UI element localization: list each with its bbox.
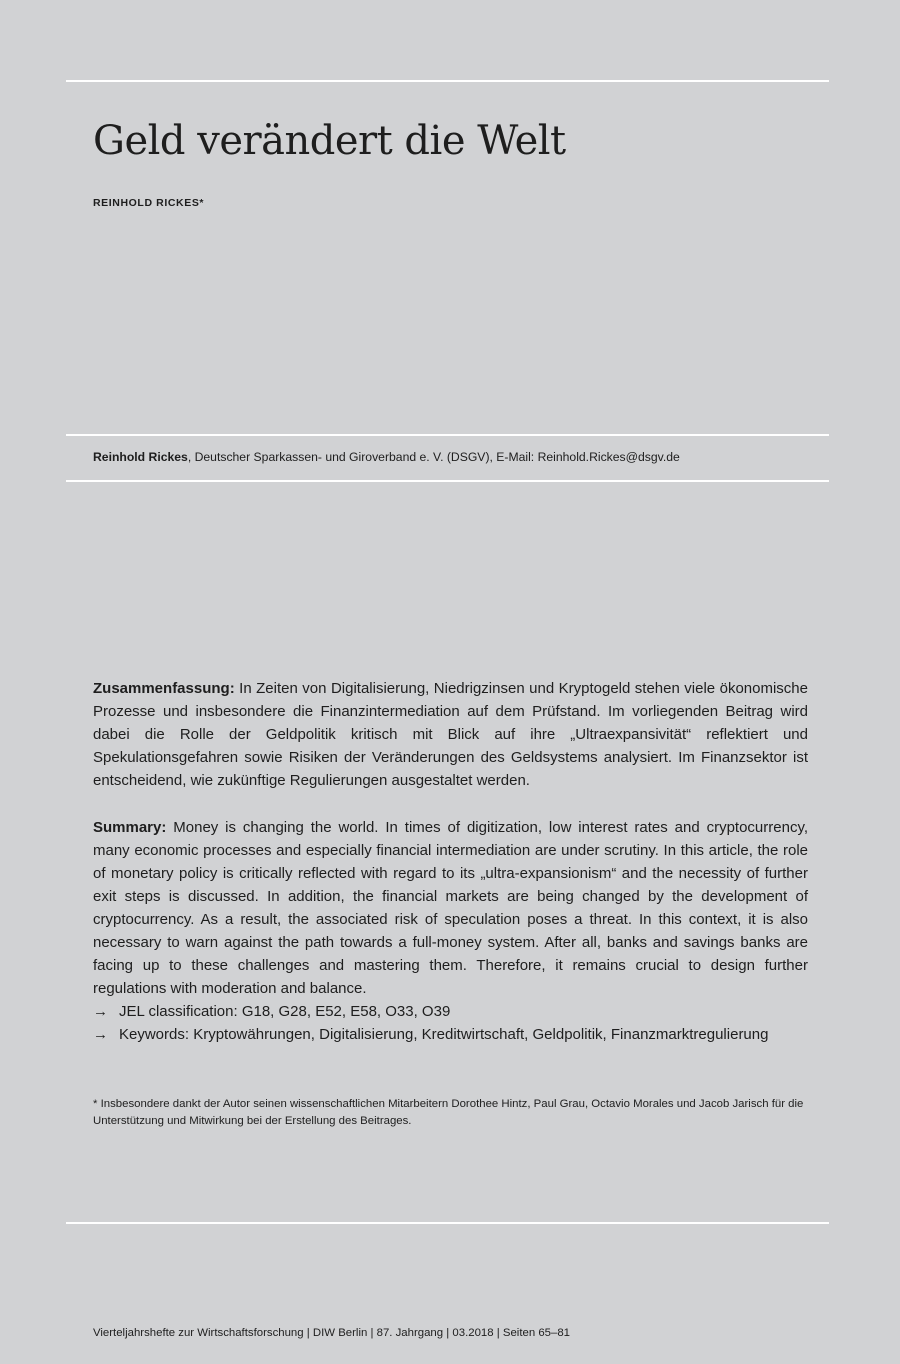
keywords <box>93 1023 768 1046</box>
abstract-german-label: Zusammenfassung: <box>93 680 235 697</box>
author-name: REINHOLD RICKES* <box>93 197 205 209</box>
arrow-right-icon: → <box>93 1003 108 1020</box>
top-divider <box>66 80 829 82</box>
keywords-text: Keywords: Kryptowährungen, Digitalisierung, Kreditwirtschaft, Geldpolitik, Finanzmarktregulierung <box>119 1026 769 1043</box>
abstract-english-label: Summary: <box>93 819 167 836</box>
jel-text: JEL classification: G18, G28, E52, E58, O33, O39 <box>119 1003 451 1020</box>
article-title: Geld verändert die Welt <box>93 118 566 164</box>
journal-footer: Vierteljahrshefte zur Wirtschaftsforschung | DIW Berlin | 87. Jahrgang | 03.2018 | Seiten 65–81 <box>93 1327 570 1339</box>
abstract-english <box>93 816 808 1000</box>
affiliation-top-divider <box>66 434 829 436</box>
abstract-german <box>93 677 808 792</box>
affiliation-author-name: Reinhold Rickes <box>93 450 188 464</box>
abstract-english-text: Money is changing the world. In times of digitization, low interest rates and cryptocurrency, many economic processes and especially financial intermediation are under scrutiny. In this article, the role of monetary policy is critically reflected with regard to its „ultra-expansionism“ and the necessity of further exit steps is discussed. In addition, the financial markets are being changed by the development of cryptocurrency. As a result, the associated risk of speculation poses a threat. In this context, it is also necessary to warn against the path towards a full-money system. After all, banks and savings banks are facing up to these challenges and mastering them. Therefore, it remains crucial to design further regulations with moderation and balance. <box>93 819 808 997</box>
footer-divider <box>66 1222 829 1224</box>
footnote: * Insbesondere dankt der Autor seinen wissenschaftlichen Mitarbeitern Dorothee Hintz, Paul Grau, Octavio Morales und Jacob Jarisch für die Unterstützung und Mitwirkung bei der Erstellung des Beitrages. <box>93 1098 804 1127</box>
arrow-right-icon: → <box>93 1026 108 1043</box>
author-affiliation <box>93 450 680 464</box>
jel-classification <box>93 1000 450 1023</box>
abstract-german-text: In Zeiten von Digitalisierung, Niedrigzinsen und Kryptogeld stehen viele ökonomische Prozesse und insbesondere die Finanzintermediation auf dem Prüfstand. Im vorliegenden Beitrag wird dabei die Rolle der Geldpolitik kritisch mit Blick auf ihre „Ultraexpansivität“ reflektiert und Spekulationsgefahren sowie Risiken der Veränderungen des Geldsystems analysiert. Im Finanzsektor ist entscheidend, wie zukünftige Regulierungen ausgestaltet werden. <box>93 680 808 789</box>
affiliation-bottom-divider <box>66 480 829 482</box>
affiliation-details: , Deutscher Sparkassen- und Giroverband e. V. (DSGV), E-Mail: Reinhold.Rickes@dsgv.de <box>187 450 680 464</box>
